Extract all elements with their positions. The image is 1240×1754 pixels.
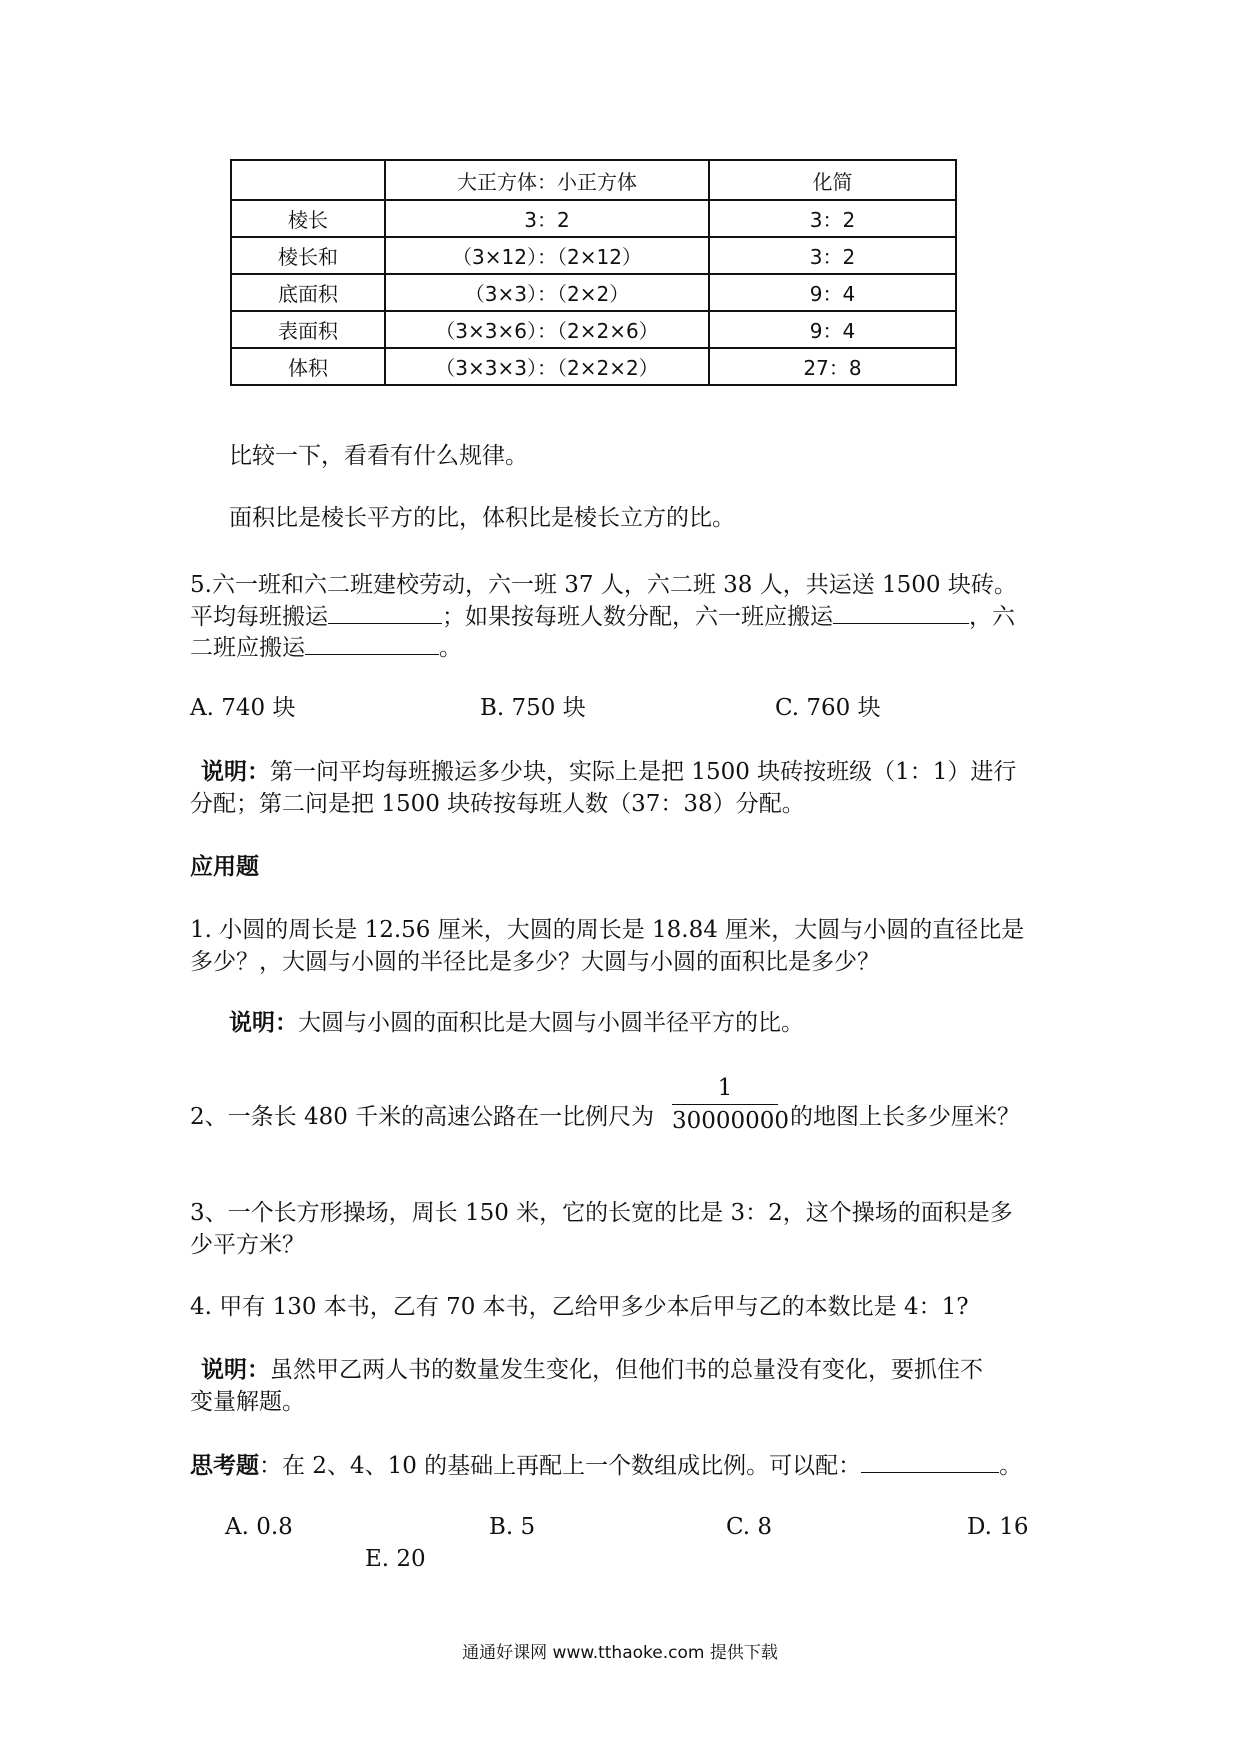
app3-line1: 3、一个长方形操场，周长 150 米，它的长宽的比是 3：2，这个操场的面积是多 bbox=[190, 1200, 1013, 1226]
compare-text: 比较一下，看看有什么规律。 bbox=[229, 443, 528, 469]
q5-text: ；如果按每班人数分配，六一班应搬运 bbox=[442, 604, 833, 630]
table-cell: 3：2 bbox=[385, 200, 709, 237]
note-label: 说明： bbox=[201, 758, 270, 785]
table-row bbox=[231, 237, 956, 274]
q5-text: 。 bbox=[439, 635, 462, 661]
table-cell: 3：2 bbox=[709, 200, 956, 237]
table-cell: 9：4 bbox=[709, 311, 956, 348]
fraction-bar bbox=[672, 1104, 778, 1105]
app1-line1: 1. 小圆的周长是 12.56 厘米，大圆的周长是 18.84 厘米，大圆与小圆的直径比是 bbox=[190, 917, 1025, 943]
q5-text: 平均每班搬运 bbox=[190, 604, 328, 630]
footer-text: 通通好课网 www.tthaoke.com 提供下载 bbox=[462, 1643, 778, 1663]
ratio-table bbox=[230, 159, 957, 386]
think-label: 思考题 bbox=[190, 1452, 259, 1479]
note-text: 虽然甲乙两人书的数量发生变化，但他们书的总量没有变化，要抓住不 bbox=[270, 1357, 983, 1383]
note5-line1 bbox=[201, 756, 1016, 788]
q5-text: ，六 bbox=[969, 604, 1015, 630]
table-cell: （3×12）：（2×12） bbox=[385, 237, 709, 274]
table-header-cell: 化简 bbox=[709, 160, 956, 200]
fraction-numerator: 1 bbox=[717, 1075, 733, 1101]
think-option: E. 20 bbox=[365, 1546, 426, 1572]
note-label: 说明： bbox=[229, 1009, 298, 1036]
table-cell: 底面积 bbox=[231, 274, 385, 311]
think-option: A. 0.8 bbox=[225, 1514, 293, 1540]
q5-line3 bbox=[190, 630, 462, 664]
table-header-cell bbox=[231, 160, 385, 200]
q5-line2 bbox=[190, 599, 1015, 633]
q5-text: 二班应搬运 bbox=[190, 635, 305, 661]
table-header-row bbox=[231, 160, 956, 200]
note-app1 bbox=[229, 1007, 804, 1039]
answer-blank[interactable] bbox=[833, 599, 969, 624]
table-cell: 27：8 bbox=[709, 348, 956, 385]
app4-text: 4. 甲有 130 本书，乙有 70 本书，乙给甲多少本后甲与乙的本数比是 4：1? bbox=[190, 1294, 969, 1320]
fraction-denominator: 30000000 bbox=[672, 1108, 790, 1134]
q5-line1: 5.六一班和六二班建校劳动，六一班 37 人，六二班 38 人，共运送 1500 块砖。 bbox=[190, 572, 1017, 598]
conclusion-text: 面积比是棱长平方的比，体积比是棱长立方的比。 bbox=[229, 505, 735, 531]
table-row bbox=[231, 348, 956, 385]
think-text: ：在 2、4、10 的基础上再配上一个数组成比例。可以配： bbox=[259, 1453, 862, 1479]
table-row bbox=[231, 274, 956, 311]
think-text: 。 bbox=[999, 1453, 1023, 1479]
q5-option: A. 740 块 bbox=[190, 695, 296, 721]
app3-line2: 少平方米？ bbox=[190, 1232, 305, 1258]
think-option: C. 8 bbox=[726, 1514, 773, 1540]
note-text: 大圆与小圆的面积比是大圆与小圆半径平方的比。 bbox=[298, 1010, 804, 1036]
note-app4-line1 bbox=[201, 1354, 983, 1386]
table-cell: 体积 bbox=[231, 348, 385, 385]
scale-fraction bbox=[672, 1074, 790, 1135]
app2-before: 2、一条长 480 千米的高速公路在一比例尺为 bbox=[190, 1104, 655, 1130]
table-cell: 3：2 bbox=[709, 237, 956, 274]
think-line bbox=[190, 1448, 1022, 1482]
table-row bbox=[231, 200, 956, 237]
table-cell: 表面积 bbox=[231, 311, 385, 348]
table-cell: 9：4 bbox=[709, 274, 956, 311]
table-cell: （3×3×3）：（2×2×2） bbox=[385, 348, 709, 385]
answer-blank[interactable] bbox=[328, 599, 442, 624]
section-title: 应用题 bbox=[190, 853, 259, 880]
table-cell: （3×3×6）：（2×2×6） bbox=[385, 311, 709, 348]
table-cell: 棱长 bbox=[231, 200, 385, 237]
table-cell: 棱长和 bbox=[231, 237, 385, 274]
note-text: 第一问平均每班搬运多少块，实际上是把 1500 块砖按班级（1：1）进行 bbox=[270, 759, 1017, 785]
app1-line2: 多少？，大圆与小圆的半径比是多少？大圆与小圆的面积比是多少？ bbox=[190, 949, 880, 975]
note5-line2: 分配；第二问是把 1500 块砖按每班人数（37：38）分配。 bbox=[190, 791, 805, 817]
think-option: B. 5 bbox=[489, 1514, 536, 1540]
note-label: 说明： bbox=[201, 1356, 270, 1383]
answer-blank[interactable] bbox=[861, 1448, 999, 1473]
q5-option: C. 760 块 bbox=[775, 695, 881, 721]
note-app4-line2: 变量解题。 bbox=[190, 1389, 305, 1415]
app2-after: 的地图上长多少厘米？ bbox=[790, 1104, 1020, 1130]
table-header-cell: 大正方体：小正方体 bbox=[385, 160, 709, 200]
think-option: D. 16 bbox=[967, 1514, 1029, 1540]
q5-option: B. 750 块 bbox=[480, 695, 586, 721]
answer-blank[interactable] bbox=[305, 630, 439, 655]
table-cell: （3×3）：（2×2） bbox=[385, 274, 709, 311]
table-row bbox=[231, 311, 956, 348]
